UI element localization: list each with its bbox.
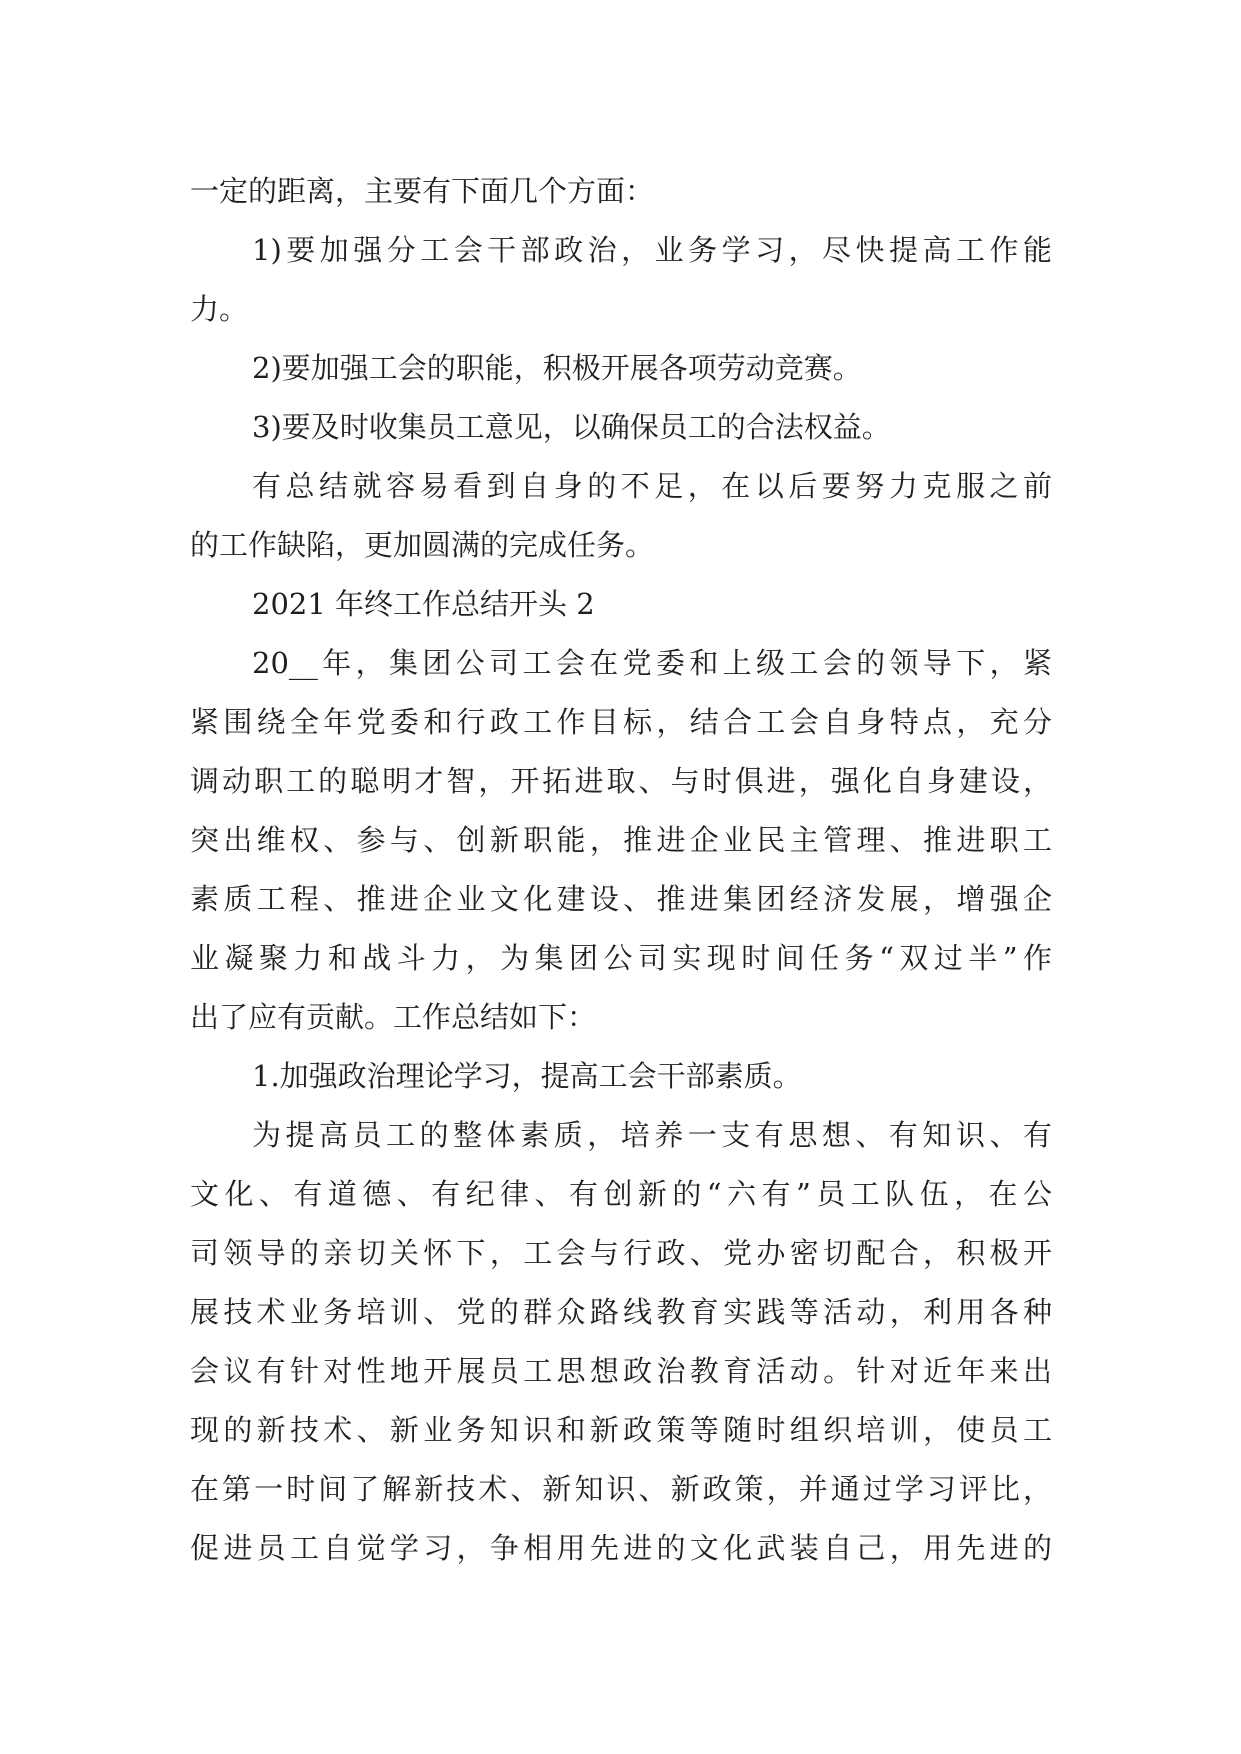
- subsection-heading: 1.加强政治理论学习，提高工会干部素质。: [252, 1059, 802, 1093]
- text-line: 业凝聚力和战斗力，为集团公司实现时间任务“双过半”作: [190, 941, 1052, 975]
- text-line: 2)要加强工会的职能，积极开展各项劳动竞赛。: [252, 351, 862, 385]
- text-line: 会议有针对性地开展员工思想政治教育活动。针对近年来出: [190, 1354, 1052, 1388]
- text-line: 紧围绕全年党委和行政工作目标，结合工会自身特点，充分: [190, 705, 1052, 739]
- text-line: 展技术业务培训、党的群众路线教育实践等活动，利用各种: [190, 1295, 1052, 1329]
- text-line: 突出维权、参与、创新职能，推进企业民主管理、推进职工: [190, 823, 1052, 857]
- text-line: 文化、有道德、有纪律、有创新的“六有”员工队伍，在公: [190, 1177, 1052, 1211]
- text-line: 素质工程、推进企业文化建设、推进集团经济发展，增强企: [190, 882, 1052, 916]
- text-line: 调动职工的聪明才智，开拓进取、与时俱进，强化自身建设，: [190, 764, 1052, 798]
- text-line: 3)要及时收集员工意见，以确保员工的合法权益。: [252, 410, 891, 444]
- text-line: 有总结就容易看到自身的不足，在以后要努力克服之前: [252, 469, 1052, 503]
- text-line: 出了应有贡献。工作总结如下：: [190, 1000, 597, 1034]
- text-line: 在第一时间了解新技术、新知识、新政策，并通过学习评比，: [190, 1472, 1052, 1506]
- text-line: 现的新技术、新业务知识和新政策等随时组织培训，使员工: [190, 1413, 1052, 1447]
- text-line: 促进员工自觉学习，争相用先进的文化武装自己，用先进的: [190, 1531, 1052, 1565]
- section-heading: 2021 年终工作总结开头 2: [252, 587, 595, 621]
- text-line: 20__年，集团公司工会在党委和上级工会的领导下，紧: [252, 646, 1052, 680]
- text-line: 力。: [190, 292, 249, 326]
- document-body: [190, 162, 1052, 1578]
- text-line: 1)要加强分工会干部政治，业务学习，尽快提高工作能: [252, 233, 1052, 267]
- text-line: 为提高员工的整体素质，培养一支有思想、有知识、有: [252, 1118, 1052, 1152]
- text-line: 的工作缺陷，更加圆满的完成任务。: [190, 528, 655, 562]
- text-line: 司领导的亲切关怀下，工会与行政、党办密切配合，积极开: [190, 1236, 1052, 1270]
- text-line: 一定的距离，主要有下面几个方面：: [190, 174, 655, 208]
